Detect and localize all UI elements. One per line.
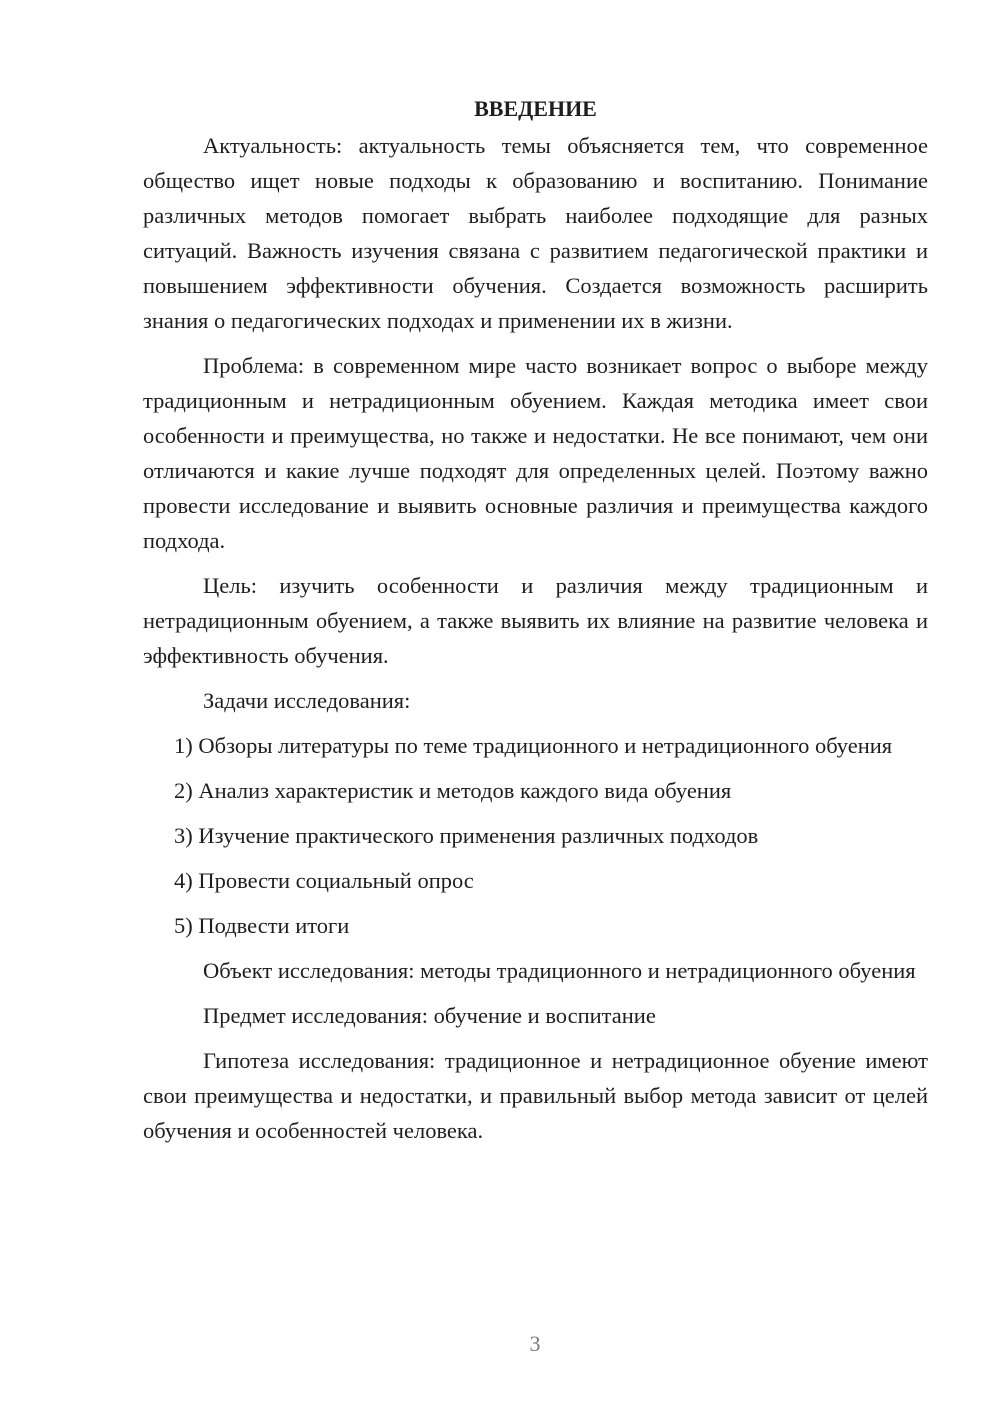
task-item: 2) Анализ характеристик и методов каждого вида обуения [174, 778, 732, 803]
goal-paragraph: Цель: изучить особенности и различия между традиционным и нетрадиционным обуением, а также выявить их влияние на развитие человека и эффективность обучения. [143, 573, 928, 668]
object-paragraph: Объект исследования: методы традиционного и нетрадиционного обуения [203, 958, 916, 983]
task-item: 4) Провести социальный опрос [174, 868, 474, 893]
subject-paragraph: Предмет исследования: обучение и воспитание [203, 1003, 656, 1028]
hypothesis-paragraph: Гипотеза исследования: традиционное и нетрадиционное обуение имеют свои преимущества и недостатки, и правильный выбор метода зависит от целей обучения и особенностей человека. [143, 1048, 928, 1143]
problem-paragraph: Проблема: в современном мире часто возникает вопрос о выборе между традиционным и нетрадиционным обуением. Каждая методика имеет свои особенности и преимущества, но также и недостатки. Не все понимают, чем они отличаются и какие лучше подходят для определенных целей. Поэтому важно провести исследование и выявить основные различия и преимущества каждого подхода. [143, 353, 928, 553]
task-item: 5) Подвести итоги [174, 913, 350, 938]
task-item: 3) Изучение практического применения различных подходов [174, 823, 759, 848]
tasks-list [143, 728, 928, 943]
page-title: ВВЕДЕНИЕ [474, 96, 597, 121]
tasks-heading: Задачи исследования: [203, 688, 411, 713]
task-item: 1) Обзоры литературы по теме традиционного и нетрадиционного обуения [174, 733, 893, 758]
page-body [143, 91, 928, 1158]
page-number: 3 [529, 1331, 541, 1356]
relevance-paragraph: Актуальность: актуальность темы объясняется тем, что современное общество ищет новые подходы к образованию и воспитанию. Понимание различных методов помогает выбрать наиболее подходящие для разных ситуаций. Важность изучения связана с развитием педагогической практики и повышением эффективности обучения. Создается возможность расширить знания о педагогических подходах и применении их в жизни. [143, 133, 928, 333]
